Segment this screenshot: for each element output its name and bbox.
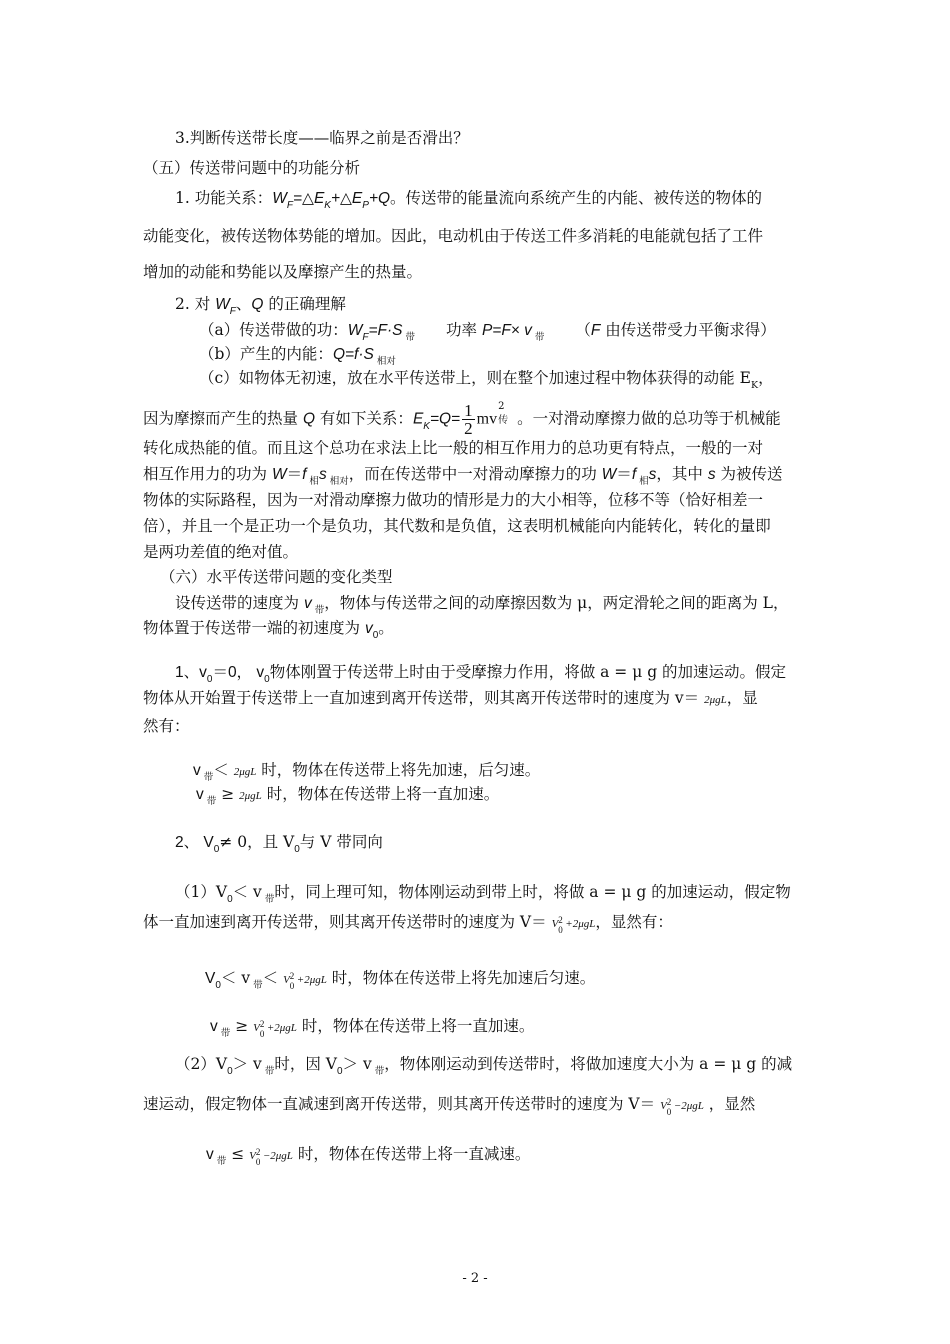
subscript: 0 — [264, 674, 270, 685]
formula: f — [302, 466, 307, 483]
case-2-2-text — [175, 1054, 792, 1077]
subscript: 相 — [636, 476, 649, 487]
formula: +2μgL — [296, 974, 327, 986]
text: 时，物体在传送带上将先加速后匀速。 — [326, 969, 596, 987]
text: ≤ — [226, 1145, 250, 1163]
text: ，显然 — [703, 1095, 756, 1113]
text: 然有： — [143, 717, 190, 735]
section-heading-5 — [143, 158, 360, 178]
formula: W — [215, 296, 230, 313]
subscript: 0 — [215, 980, 221, 991]
sqrt-expression: 2μgL — [239, 790, 262, 802]
formula: v — [196, 786, 204, 803]
text: ＝0， v — [212, 664, 265, 681]
superscript-subscript-group — [289, 968, 297, 991]
text: ＞ v — [342, 1055, 372, 1073]
formula: Q=f·S — [332, 346, 374, 363]
formula: V — [205, 970, 216, 987]
text: ，而在传送带中一对滑动摩擦力的功 — [348, 465, 602, 483]
subscript: 带 — [531, 332, 545, 343]
text: （c）如物体无初速，放在水平传送带上，则在整个加速过程中物体获得的动能 — [199, 369, 740, 387]
paragraph-work-formula — [143, 464, 783, 487]
subscript: K — [324, 200, 331, 211]
subscript: 相 — [306, 476, 319, 487]
superscript: 2 — [558, 915, 563, 925]
text: ≥ — [230, 1017, 254, 1035]
formula: v — [303, 595, 312, 612]
text: ≥ — [216, 785, 240, 803]
subscript: 带 — [200, 772, 214, 783]
text: ≠ 0，且 V — [219, 833, 295, 851]
case-2-1-text-cont — [143, 912, 673, 934]
text: ＝ — [286, 465, 303, 483]
subscript: 相对 — [326, 476, 349, 487]
numerator: 1 — [464, 401, 473, 420]
superscript-subscript-group — [558, 912, 565, 935]
text: ，其中 — [656, 465, 708, 483]
subscript: 传 — [498, 415, 509, 426]
text: ＜ — [213, 761, 234, 779]
formula: W — [347, 322, 363, 339]
text: ，物体与传送带之间的动摩擦因数为 μ，两定滑轮之间的距离为 L， — [324, 594, 789, 612]
case-2-2-condition — [206, 1144, 530, 1167]
formula: Q — [302, 410, 315, 428]
paragraph-line — [143, 438, 819, 458]
subscript: K — [423, 420, 430, 432]
text: ，显 — [726, 689, 758, 707]
superscript-subscript-group — [497, 401, 511, 426]
subscript: P — [362, 200, 369, 211]
subscript: 0 — [294, 844, 300, 855]
formula: =Q= — [429, 410, 461, 428]
text: 物体的实际路程，因为一对滑动摩擦力做功的情形是力的大小相等，位移不等（恰好相差一 — [143, 491, 764, 509]
formula: V — [551, 918, 559, 930]
text: ， — [758, 369, 774, 387]
text: 体一直加速到离开传送带，则其离开传送带时的速度为 V＝ — [143, 913, 552, 931]
text: 物体从开始置于传送带上一直加速到离开传送带，则其离开传送带时的速度为 v＝ — [143, 689, 705, 707]
item-a-belt-work — [199, 320, 776, 343]
formula: s — [707, 466, 716, 483]
text: 时，物体在传送带上将一直加速。 — [296, 1017, 535, 1035]
text: 1. 功能关系： — [175, 189, 273, 207]
formula: v — [364, 620, 373, 637]
text: ＞ v — [232, 1055, 262, 1073]
case-2-heading — [175, 832, 383, 855]
text: 与 V 带同向 — [299, 833, 383, 851]
text: （六）水平传送带问题的变化类型 — [160, 568, 393, 586]
text: 3.判断传送带长度——临界之前是否滑出？ — [175, 129, 469, 147]
text: 。一对滑动摩擦力做的总功等于机械能 — [517, 409, 781, 428]
subscript: 0 — [336, 1066, 343, 1077]
case-1-condition-a — [193, 760, 540, 783]
formula: v — [210, 1018, 218, 1035]
case-1-condition-b — [196, 784, 499, 807]
paragraph-energy-relation — [175, 188, 762, 211]
formula: +2μgL — [266, 1022, 297, 1034]
text: 2. 对 — [175, 295, 216, 313]
case-2-1-condition-a — [205, 968, 595, 991]
subscript: 0 — [206, 674, 213, 685]
subscript: 0 — [372, 630, 379, 641]
subscript: 带 — [261, 1066, 275, 1077]
case-2-1-condition-b — [210, 1016, 534, 1039]
subscript: 0 — [666, 1107, 672, 1117]
superscript: 2 — [255, 1147, 261, 1157]
text: （ — [575, 321, 591, 339]
formula: s — [648, 466, 657, 483]
subscript: 带 — [213, 1156, 227, 1167]
superscript-subscript-group — [255, 1144, 263, 1167]
formula: V — [283, 974, 290, 986]
text: 动能变化，被传送物体势能的增加。因此，电动机由于传送工件多消耗的电能就包括了工件 — [143, 227, 764, 245]
formula: P=F× v — [481, 322, 532, 339]
text: 时，同上理可知，物体刚运动到带上时，将做 a = μ g 的加速运动，假定物 — [274, 883, 791, 901]
subscript: 0 — [227, 894, 233, 905]
paragraph-line — [143, 542, 298, 562]
case-1-text — [143, 688, 758, 710]
text: ＜ v — [232, 883, 262, 901]
subscript: 带 — [250, 980, 263, 991]
text: 为被传送 — [715, 465, 783, 483]
text: 时，物体在传送带上将一直加速。 — [261, 785, 500, 803]
paragraph-line — [143, 490, 819, 510]
text: ＝ — [616, 465, 632, 483]
item-c-kinetic-energy — [199, 368, 774, 391]
case-2-1-text — [175, 882, 791, 905]
subscript: 0 — [255, 1157, 261, 1167]
text: 2、 V — [175, 834, 214, 851]
formula: =F·S — [368, 322, 403, 339]
case-1-text-cont — [143, 716, 190, 736]
subscript: 带 — [217, 1028, 231, 1039]
text: 物体置于传送带一端的初速度为 — [143, 619, 365, 637]
subscript: K — [750, 380, 759, 391]
subscript: 0 — [213, 844, 220, 855]
text: 增加的动能和势能以及摩擦产生的热量。 — [143, 263, 423, 281]
fraction-one-half — [462, 402, 475, 437]
subscript: F — [362, 332, 369, 343]
paragraph-line — [143, 516, 819, 536]
subscript: 0 — [289, 981, 295, 991]
text: 时，因 V — [274, 1055, 337, 1073]
text: 的正确理解 — [263, 295, 346, 313]
text: 速运动，假定物体一直减速到离开传送带，则其离开传送带时的速度为 V＝ — [143, 1095, 661, 1113]
text: 相互作用力的功为 — [143, 465, 272, 483]
formula: W — [271, 466, 287, 483]
subscript: F — [229, 306, 236, 317]
subheading-correct-understanding — [175, 294, 346, 317]
text: 时，物体在传送带上将先加速，后匀速。 — [256, 761, 541, 779]
subscript: 带 — [402, 332, 416, 343]
paragraph-setup — [175, 593, 788, 616]
formula: E — [412, 410, 424, 428]
formula: Q — [251, 296, 264, 313]
formula: V — [660, 1100, 667, 1112]
text: 因为摩擦而产生的热量 — [143, 409, 303, 428]
text: 。 — [378, 619, 394, 637]
text: 功率 — [446, 321, 482, 339]
superscript: 2 — [259, 1019, 265, 1029]
text: 转化成热能的值。而且这个总功在求法上比一般的相互作用力的总功更有特点，一般的一对 — [143, 439, 764, 457]
formula: V — [249, 1150, 256, 1162]
text: 是两功差值的绝对值。 — [143, 543, 299, 561]
text: 、 — [235, 295, 252, 313]
formula: W — [272, 190, 287, 207]
text: （a）传送带做的功： — [199, 321, 348, 339]
case-2-2-text-cont — [143, 1094, 755, 1116]
paragraph-setup-cont — [143, 618, 394, 641]
text: （b）产生的内能： — [199, 345, 333, 363]
formula: +Q — [368, 190, 391, 207]
formula: v — [206, 1146, 214, 1163]
case-1-heading — [175, 662, 786, 685]
paragraph-line — [143, 262, 422, 282]
sqrt-expression: 2μgL — [704, 694, 727, 706]
sqrt-expression: 2μgL — [233, 766, 257, 778]
formula: −2μgL — [262, 1150, 293, 1162]
text: 倍），并且一个是正功一个是负功，其代数和是负值，这表明机械能向内能转化，转化的量即 — [143, 517, 771, 535]
formula: E — [739, 369, 751, 387]
formula: +△E — [330, 190, 363, 207]
subscript: 带 — [371, 1066, 385, 1077]
text: 物体刚置于传送带上时由于受摩擦力作用，将做 a = μ g 的加速运动。假定 — [269, 663, 787, 681]
superscript: 2 — [666, 1097, 672, 1107]
formula: s — [318, 466, 327, 483]
subscript: 0 — [259, 1029, 265, 1039]
page-number: - 2 - — [462, 1271, 488, 1286]
text: 。传送带的能量流向系统产生的内能、被传送的物体的 — [390, 189, 763, 207]
text: 设传送带的速度为 — [175, 594, 304, 612]
formula: F — [590, 322, 601, 339]
text: （1）V — [175, 883, 228, 901]
item-b-internal-energy — [199, 344, 396, 367]
subscript: 0 — [558, 925, 563, 935]
subscript: F — [286, 200, 293, 211]
formula: mv — [476, 410, 498, 428]
subscript: 带 — [311, 605, 325, 616]
superscript: 2 — [498, 401, 505, 412]
subscript: 相对 — [373, 356, 396, 367]
denominator: 2 — [464, 419, 473, 438]
subscript: 0 — [227, 1066, 233, 1077]
section-heading-6 — [160, 567, 393, 587]
formula: +2μgL — [565, 918, 596, 930]
text: ＜ — [262, 969, 284, 987]
formula: v — [193, 762, 201, 779]
formula: W — [601, 466, 617, 483]
superscript-subscript-group — [259, 1016, 267, 1039]
subscript: 带 — [261, 894, 275, 905]
text: （五）传送带问题中的功能分析 — [143, 159, 361, 177]
subscript: 带 — [203, 796, 217, 807]
paragraph-heat-relation — [143, 402, 781, 437]
text: ＜ v — [220, 969, 251, 987]
text: （2）V — [175, 1055, 228, 1073]
text: ，物体刚运动到传送带时，将做加速度大小为 a = μ g 的减 — [384, 1055, 793, 1073]
paragraph-line — [143, 226, 819, 246]
formula: f — [631, 466, 637, 483]
text: 有如下关系： — [315, 409, 413, 428]
text: ，显然有： — [595, 913, 673, 931]
text: 由传送带受力平衡求得） — [600, 321, 776, 339]
formula: V — [253, 1022, 260, 1034]
formula: −2μgL — [673, 1100, 704, 1112]
superscript-subscript-group — [666, 1094, 674, 1117]
superscript: 2 — [289, 971, 295, 981]
heading-judge-length — [175, 128, 469, 148]
formula: =△E — [292, 190, 325, 207]
text: 1、v — [175, 664, 207, 681]
text: 时，物体在传送带上将一直减速。 — [292, 1145, 531, 1163]
